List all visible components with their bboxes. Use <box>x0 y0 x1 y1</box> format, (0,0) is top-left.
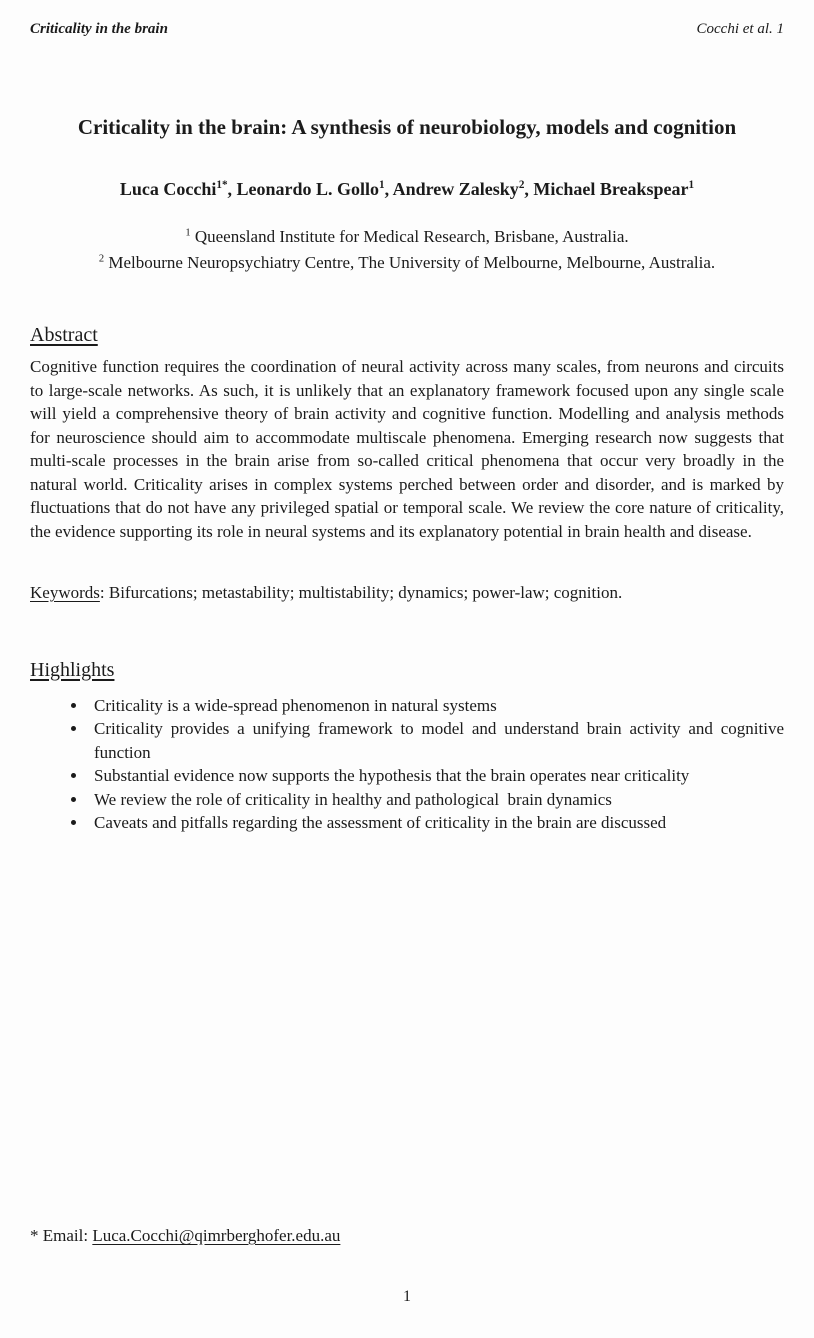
running-title: Criticality in the brain <box>30 21 168 37</box>
highlight-item: • Criticality provides a unifying framework to model and understand brain activity and cognitive function <box>88 717 784 764</box>
affiliation-text: Melbourne Neuropsychiatry Centre, The University of Melbourne, Melbourne, Australia. <box>104 253 716 272</box>
affiliation <box>30 224 784 250</box>
author-name: , Leonardo L. Gollo <box>227 179 380 199</box>
highlight-item: • Substantial evidence now supports the hypothesis that the brain operates near criticality <box>88 764 784 788</box>
email-link[interactable]: Luca.Cocchi@qimrberghofer.edu.au <box>92 1226 341 1245</box>
affiliations <box>30 224 784 276</box>
keywords-line <box>30 581 784 605</box>
highlight-item: • Caveats and pitfalls regarding the assessment of criticality in the brain are discussed <box>88 811 784 835</box>
affiliation-mark: 2 <box>98 253 105 265</box>
paper-title: Criticality in the brain: A synthesis of neurobiology, models and cognition <box>77 115 737 139</box>
author-affiliation-mark: 1 <box>688 179 695 191</box>
author-name: Luca Cocchi <box>119 179 217 199</box>
author-affiliation-mark: 1* <box>216 179 228 191</box>
highlights-heading: Highlights <box>30 658 115 681</box>
affiliation-mark: 1 <box>185 227 191 239</box>
author <box>120 179 228 199</box>
email-label: * Email: <box>30 1226 93 1245</box>
author <box>385 179 525 199</box>
author-affiliation-mark: 2 <box>518 179 525 191</box>
abstract-heading: Abstract <box>30 324 98 346</box>
author-name: , Michael Breakspear <box>524 179 689 199</box>
running-author-page: Cocchi et al. 1 <box>696 21 784 37</box>
highlights-list <box>30 694 789 835</box>
keywords-text: : Bifurcations; metastability; multistability; dynamics; power-law; cognition. <box>99 583 623 602</box>
affiliation-text: Queensland Institute for Medical Research, Brisbane, Australia. <box>190 227 629 246</box>
abstract-text: Cognitive function requires the coordination of neural activity across many scales, from neurons and circuits to large-scale networks. As such, it is unlikely that an explanatory framework focused upon any single scale will yield a comprehensive theory of brain activity and cognitive function. Modelling and analysis methods for neuroscience should aim to accommodate multiscale phenomena. Emerging research now suggests that multi-scale processes in the brain arise from so-called critical phenomena that occur very broadly in the natural world. Criticality arises in complex systems perched between order and disorder, and is marked by fluctuations that do not have any privileged spatial or temporal scale. We review the core nature of criticality, the evidence supporting its role in neural systems and its explanatory potential in brain health and disease. <box>30 357 784 541</box>
author <box>228 179 385 199</box>
email-footnote <box>30 1224 784 1248</box>
author <box>524 179 694 199</box>
author-affiliation-mark: 1 <box>379 179 385 191</box>
running-head <box>30 20 784 38</box>
highlight-item: • We review the role of criticality in healthy and pathological brain dynamics <box>88 788 784 812</box>
page-number: 1 <box>403 1288 411 1305</box>
affiliation <box>30 250 784 276</box>
highlight-item: • Criticality is a wide-spread phenomenon in natural systems <box>88 694 784 718</box>
author-name: , Andrew Zalesky <box>384 179 519 199</box>
author-line <box>30 176 784 202</box>
keywords-label: Keywords <box>30 583 100 602</box>
